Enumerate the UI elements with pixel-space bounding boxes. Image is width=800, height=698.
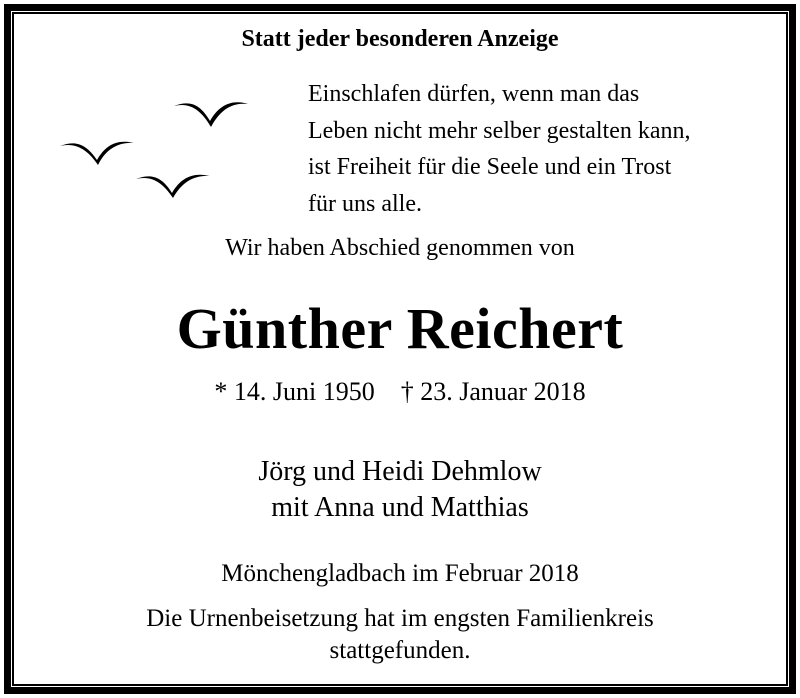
farewell-text: Wir haben Abschied genommen von	[225, 235, 575, 261]
burial-line: stattgefunden.	[329, 637, 471, 664]
burial-note	[0, 603, 800, 667]
poem-line: Einschlafen dürfen, wenn man das	[308, 81, 640, 107]
family-names	[0, 454, 800, 526]
burial-line: Die Urnenbeisetzung hat im engsten Familienkreis	[146, 605, 654, 632]
bird-icon	[136, 175, 210, 198]
family-line: Jörg und Heidi Dehmlow	[258, 456, 542, 487]
family-line: mit Anna und Matthias	[271, 492, 529, 523]
bird-icon	[60, 142, 134, 165]
place-date: Mönchengladbach im Februar 2018	[221, 560, 579, 587]
poem	[308, 76, 691, 222]
poem-line: für uns alle.	[308, 190, 422, 217]
poem-line: Leben nicht mehr selber gestalten kann,	[308, 117, 691, 144]
life-dates	[0, 377, 800, 407]
deceased-name: Günther Reichert	[176, 296, 624, 361]
bird-icon	[174, 102, 248, 127]
death-date: † 23. Januar 2018	[400, 377, 586, 406]
birth-date: * 14. Juni 1950	[214, 377, 375, 406]
notice-header: Statt jeder besonderen Anzeige	[241, 26, 559, 52]
poem-line: ist Freiheit für die Seele und ein Trost	[308, 154, 672, 180]
